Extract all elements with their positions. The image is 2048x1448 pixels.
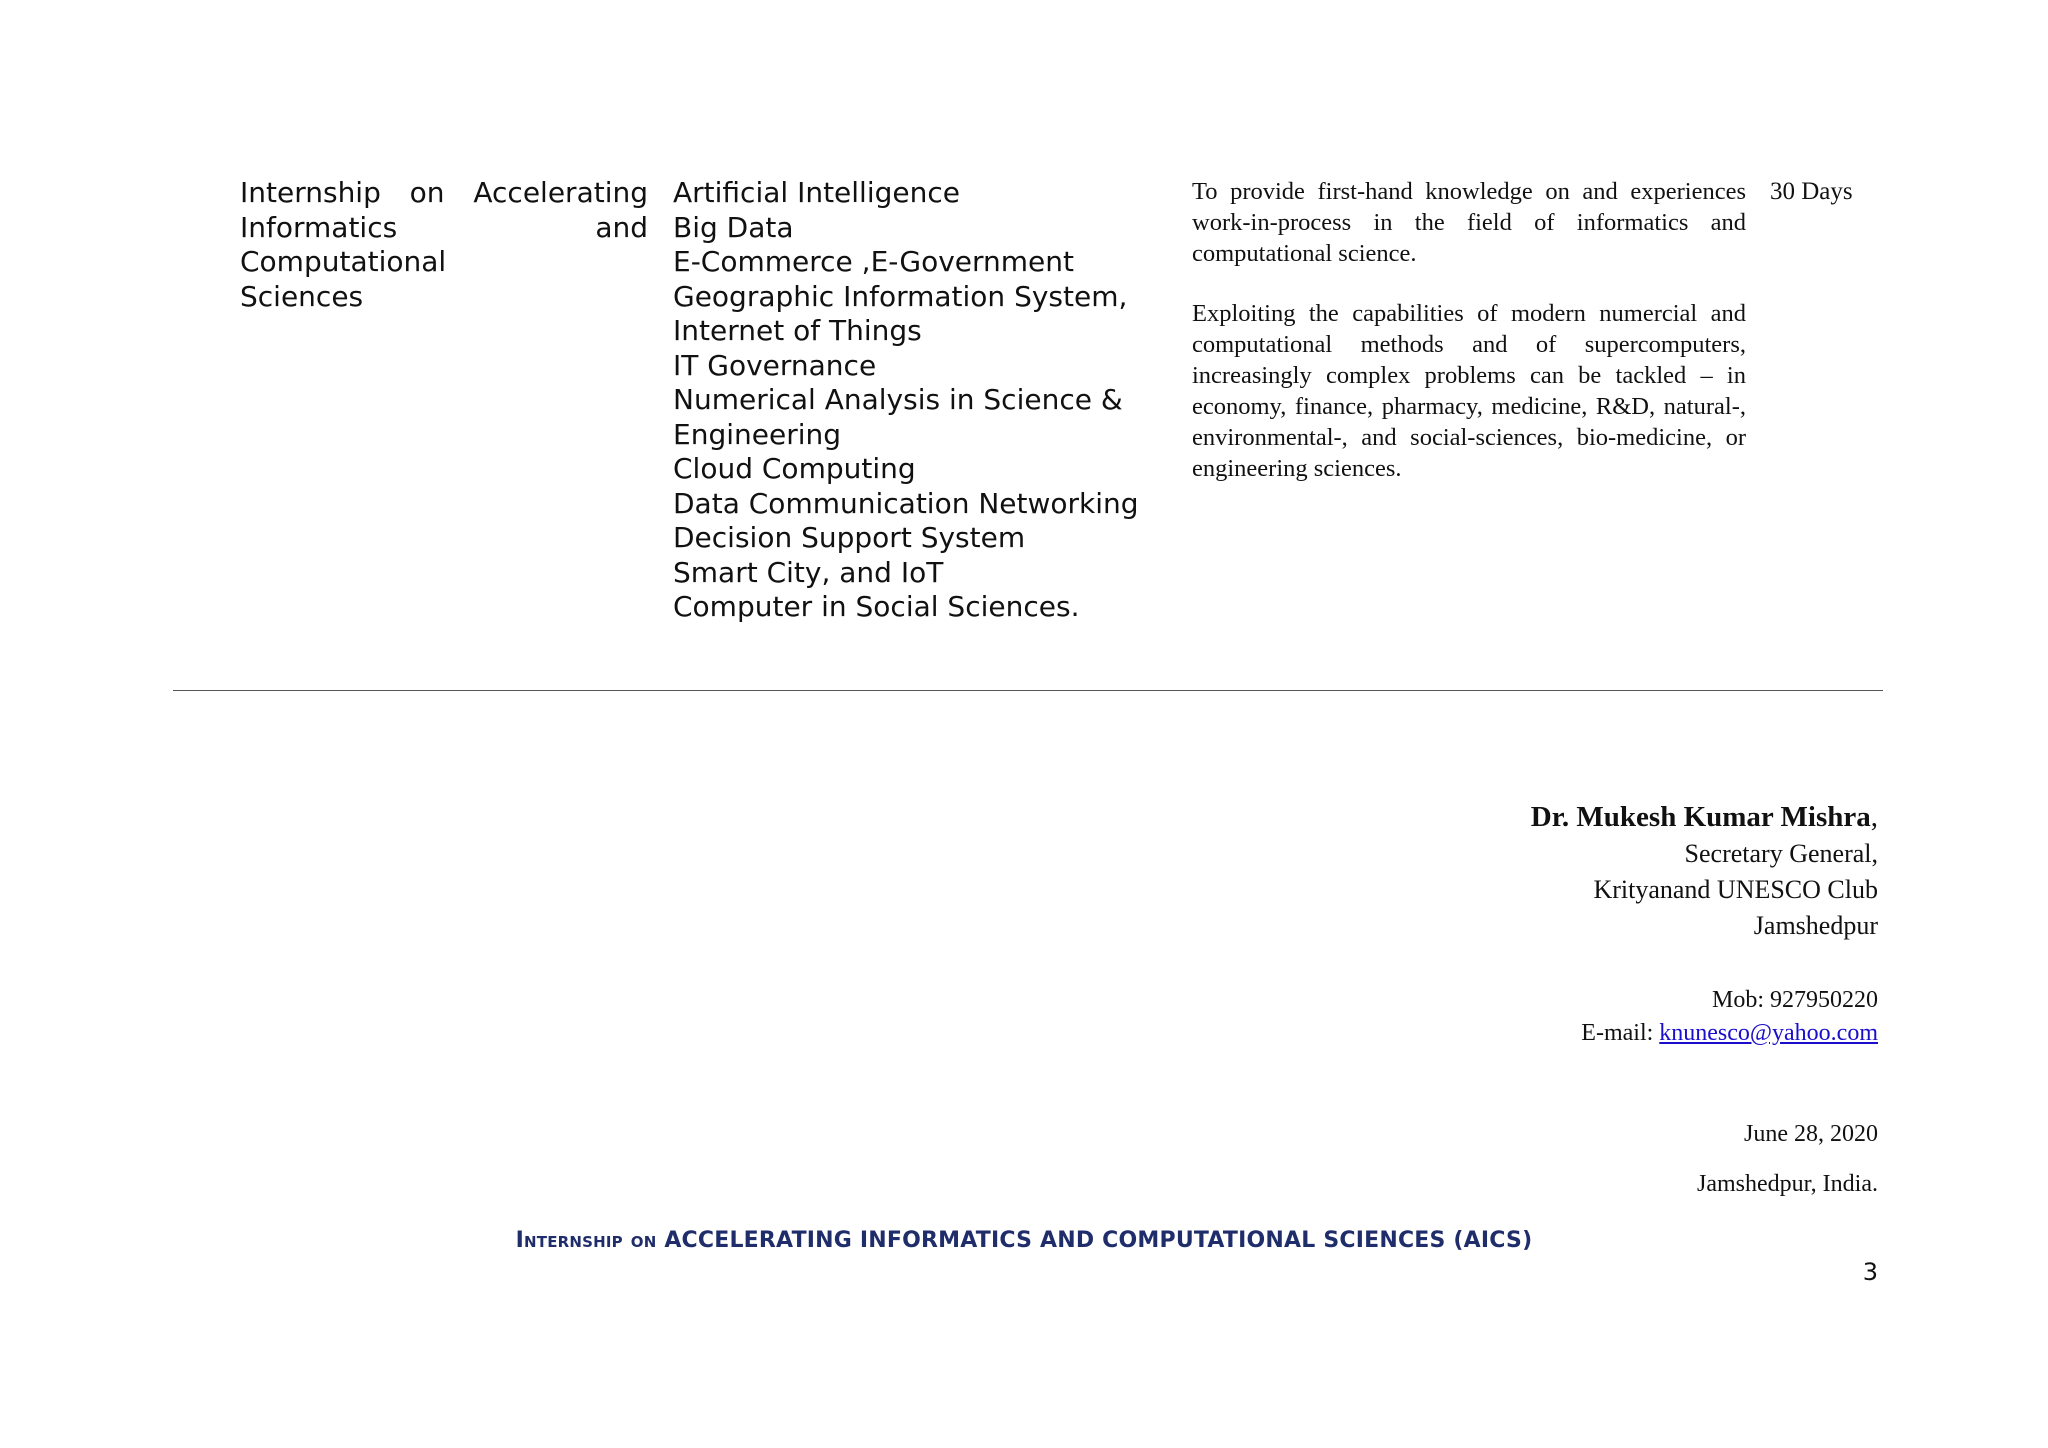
- letter-place: Jamshedpur, India.: [1697, 1171, 1878, 1197]
- topic-item: Numerical Analysis in Science &: [673, 383, 1123, 416]
- topic-item: E-Commerce ,E-Government: [673, 245, 1075, 278]
- signatory-name-suffix: ,: [1870, 801, 1878, 833]
- page-number: 3: [1862, 1258, 1878, 1286]
- topic-item: Internet of Things: [673, 314, 922, 347]
- signatory-name-line: [1178, 798, 1878, 836]
- program-title-line: Internship on Accelerating: [240, 176, 648, 209]
- program-title-line: Informatics and Computational: [240, 210, 648, 278]
- footer-title-main: ACCELERATING INFORMATICS AND COMPUTATIONAL SCIENCES (AICS): [664, 1228, 1533, 1253]
- program-objective-cell: [1192, 176, 1746, 484]
- program-duration-cell: 30 Days: [1770, 178, 1853, 205]
- email-link[interactable]: knunesco@yahoo.com: [1659, 1020, 1878, 1046]
- program-title-cell: [240, 176, 648, 314]
- footer-title: [0, 1228, 2048, 1253]
- topic-item: Smart City, and IoT: [673, 555, 944, 589]
- topic-item: Decision Support System: [673, 521, 1026, 554]
- section-divider: [173, 690, 1883, 691]
- signatory-designation: Secretary General,: [1684, 839, 1878, 868]
- letter-date: June 28, 2020: [1744, 1121, 1878, 1147]
- topic-item: Geographic Information System,: [673, 279, 1128, 313]
- footer-title-prefix: Internship on: [515, 1228, 657, 1253]
- topic-item: Engineering: [673, 417, 841, 451]
- topic-item: IT Governance: [673, 348, 877, 382]
- topic-item: Big Data: [673, 210, 794, 244]
- program-topics-cell: [673, 176, 1139, 625]
- topic-item: Cloud Computing: [673, 452, 916, 485]
- signatory-city: Jamshedpur: [1753, 911, 1878, 940]
- signatory-name: Dr. Mukesh Kumar Mishra: [1530, 801, 1871, 833]
- signature-block: [1178, 798, 1878, 1201]
- email-line: [1178, 1017, 1878, 1050]
- program-table-row: [240, 176, 1870, 636]
- objective-paragraph: Exploiting the capabilities of modern numercial and computational methods and of supercomputers, increasingly complex problems can be tackled – in economy, finance, pharmacy, medicine, R&D, natural-, environmental-, and social-sciences, bio-medicine, or engineering sciences.: [1192, 300, 1746, 482]
- email-label: E-mail:: [1581, 1020, 1660, 1046]
- contact-block: [1178, 984, 1878, 1050]
- topics-list: [673, 176, 1139, 625]
- mobile-number: Mob: 927950220: [1711, 987, 1878, 1013]
- topic-item: Artificial Intelligence: [673, 176, 960, 209]
- signatory-organization: Krityanand UNESCO Club: [1593, 875, 1878, 904]
- topic-item: Data Communication Networking: [673, 486, 1139, 520]
- objective-paragraph: To provide first-hand knowledge on and experiences work-in-process in the field of informatics and computational science.: [1192, 178, 1746, 267]
- topic-item: Computer in Social Sciences.: [673, 590, 1080, 623]
- program-title-line: Sciences: [240, 279, 364, 313]
